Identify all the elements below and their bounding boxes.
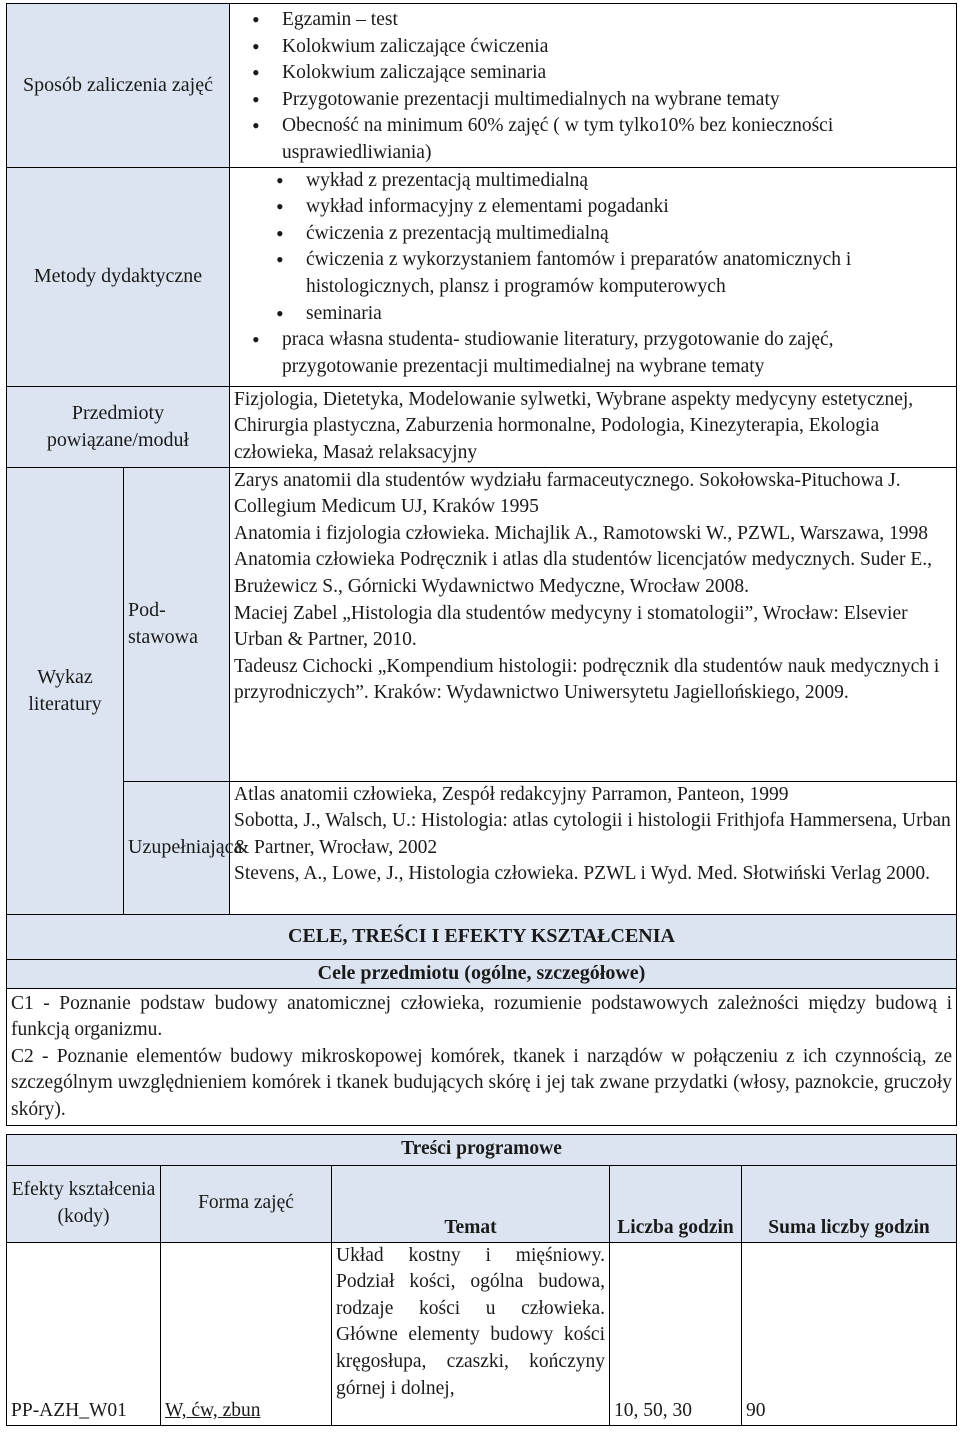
cel-c1: C1 - Poznanie podstaw budowy anatomicznej człowieka, rozumienie podstawowych zależności między budową i funkcją organizmu.	[11, 992, 952, 1041]
cel-c2: C2 - Poznanie elementów budowy mikroskopowej komórek, tkanek i narządów w połączeniu z ich czynnością, ze szczególnym uwzględnieniem komórek i tkanek budujących skórę i jej tak zwane przydatki (włosy, paznokcie, gruczoły skóry).	[11, 1045, 952, 1120]
cele-header: CELE, TREŚCI I EFEKTY KSZTAŁCENIA	[7, 914, 957, 959]
row-kod: PP-AZH_W01	[7, 1242, 161, 1425]
row-temat: Układ kostny i mięśniowy. Podział kości, ogólna budowa, rodzaje kości u człowieka. Główne elementy budowy kości kręgosłupa, czaszki, kończyny górnej i dolnej,	[332, 1242, 610, 1425]
list-item: Sobotta, J., Walsch, U.: Histologia: atlas cytologii i histologii Frithjofa Hammersena, Urban & Partner, Wrocław, 2002	[234, 810, 951, 858]
podstawowa-label: Pod-stawowa	[124, 467, 230, 781]
list-item: Zarys anatomii dla studentów wydziału farmaceutycznego. Sokołowska-Pituchowa J. Collegium Medicum UJ, Kraków 1995	[234, 469, 901, 518]
col-temat: Temat	[332, 1165, 610, 1242]
col-efekty: Efekty kształcenia (kody)	[7, 1165, 161, 1242]
col-suma: Suma liczby godzin	[742, 1165, 957, 1242]
przedmioty-text: Fizjologia, Dietetyka, Modelowanie sylwetki, Wybrane aspekty medycyny estetycznej, Chirurgia plastyczna, Zaburzenia hormonalne, Podologia, Kinezyterapia, Ekologia człowieka, Masaż relaksacyjny	[230, 386, 957, 467]
list-item: • ćwiczenia z wykorzystaniem fantomów i preparatów anatomicznych i histologicznych, plansz i programów komputerowych	[258, 247, 952, 300]
list-item: • Przygotowanie prezentacji multimedialnych na wybrane tematy	[234, 87, 952, 114]
cele-subheader: Cele przedmiotu (ogólne, szczegółowe)	[7, 959, 957, 988]
list-item: Anatomia człowieka Podręcznik i atlas dla studentów licencjatów medycznych. Suder E., Brużewicz S., Górnicki Wydawnictwo Medyczne, Wrocław 2008.	[234, 549, 932, 597]
list-item: • praca własna studenta- studiowanie literatury, przygotowanie do zajęć, przygotowanie prezentacji multimedialnej na wybrane tematy	[234, 327, 952, 380]
metody-label: Metody dydaktyczne	[7, 167, 230, 386]
list-item: • Kolokwium zaliczające ćwiczenia	[234, 34, 952, 61]
metody-list	[258, 168, 952, 328]
list-item: • Obecność na minimum 60% zajęć ( w tym tylko10% bez konieczności usprawiedliwiania)	[234, 113, 952, 166]
literatura-podstawowa-row	[7, 467, 957, 781]
list-item: • Egzamin – test	[234, 7, 952, 34]
zaliczenie-row	[7, 4, 957, 168]
row-suma: 90	[742, 1242, 957, 1425]
tresci-title-row	[7, 1134, 957, 1165]
list-item: Anatomia i fizjologia człowieka. Michajlik A., Ramotowski W., PZWL, Warszawa, 1998	[234, 522, 928, 544]
uzupelniajaca-list	[230, 781, 957, 914]
course-info-table	[6, 3, 957, 1126]
table-row	[7, 1242, 957, 1425]
uzupelniajaca-label: Uzupełniająca	[124, 781, 230, 914]
metody-row	[7, 167, 957, 386]
list-item: • seminaria	[258, 301, 952, 328]
przedmioty-label: Przedmioty powiązane/moduł	[7, 386, 230, 467]
list-item: • Kolokwium zaliczające seminaria	[234, 60, 952, 87]
syllabus-page	[6, 3, 956, 1426]
list-item: Stevens, A., Lowe, J., Histologia człowieka. PZWL i Wyd. Med. Słotwiński Verlag 2000.	[234, 863, 931, 885]
przedmioty-row	[7, 386, 957, 467]
literatura-uzupelniajaca-row	[7, 781, 957, 914]
row-liczba: 10, 50, 30	[610, 1242, 742, 1425]
cele-header-row	[7, 914, 957, 959]
zaliczenie-list	[234, 7, 952, 167]
cele-row	[7, 988, 957, 1125]
literatura-label: Wykaz literatury	[7, 467, 124, 914]
tresci-table	[6, 1134, 957, 1426]
podstawowa-list	[230, 467, 957, 781]
list-item: Atlas anatomii człowieka, Zespół redakcyjny Parramon, Panteon, 1999	[234, 783, 789, 805]
cele-sub-row	[7, 959, 957, 988]
col-liczba: Liczba godzin	[610, 1165, 742, 1242]
cele-content	[7, 988, 957, 1125]
row-forma: W, ćw, zbun	[161, 1242, 332, 1425]
list-item: Tadeusz Cichocki „Kompendium histologii: podręcznik dla studentów nauk medycznych i przyrodniczych”. Kraków: Wydawnictwo Uniwersytetu Jagiellońskiego, 2009.	[234, 655, 940, 704]
list-item: • wykład informacyjny z elementami pogadanki	[258, 194, 952, 221]
list-item: • wykład z prezentacją multimedialną	[258, 168, 952, 195]
zaliczenie-label: Sposób zaliczenia zajęć	[7, 4, 230, 168]
list-item: • ćwiczenia z prezentacją multimedialną	[258, 221, 952, 248]
col-forma: Forma zajęć	[161, 1165, 332, 1242]
metody-extra-list	[234, 327, 952, 380]
list-item: Maciej Zabel „Histologia dla studentów medycyny i stomatologii”, Wrocław: Elsevier Urban & Partner, 2010.	[234, 602, 908, 651]
tresci-title: Treści programowe	[7, 1134, 957, 1165]
tresci-header-row	[7, 1165, 957, 1242]
